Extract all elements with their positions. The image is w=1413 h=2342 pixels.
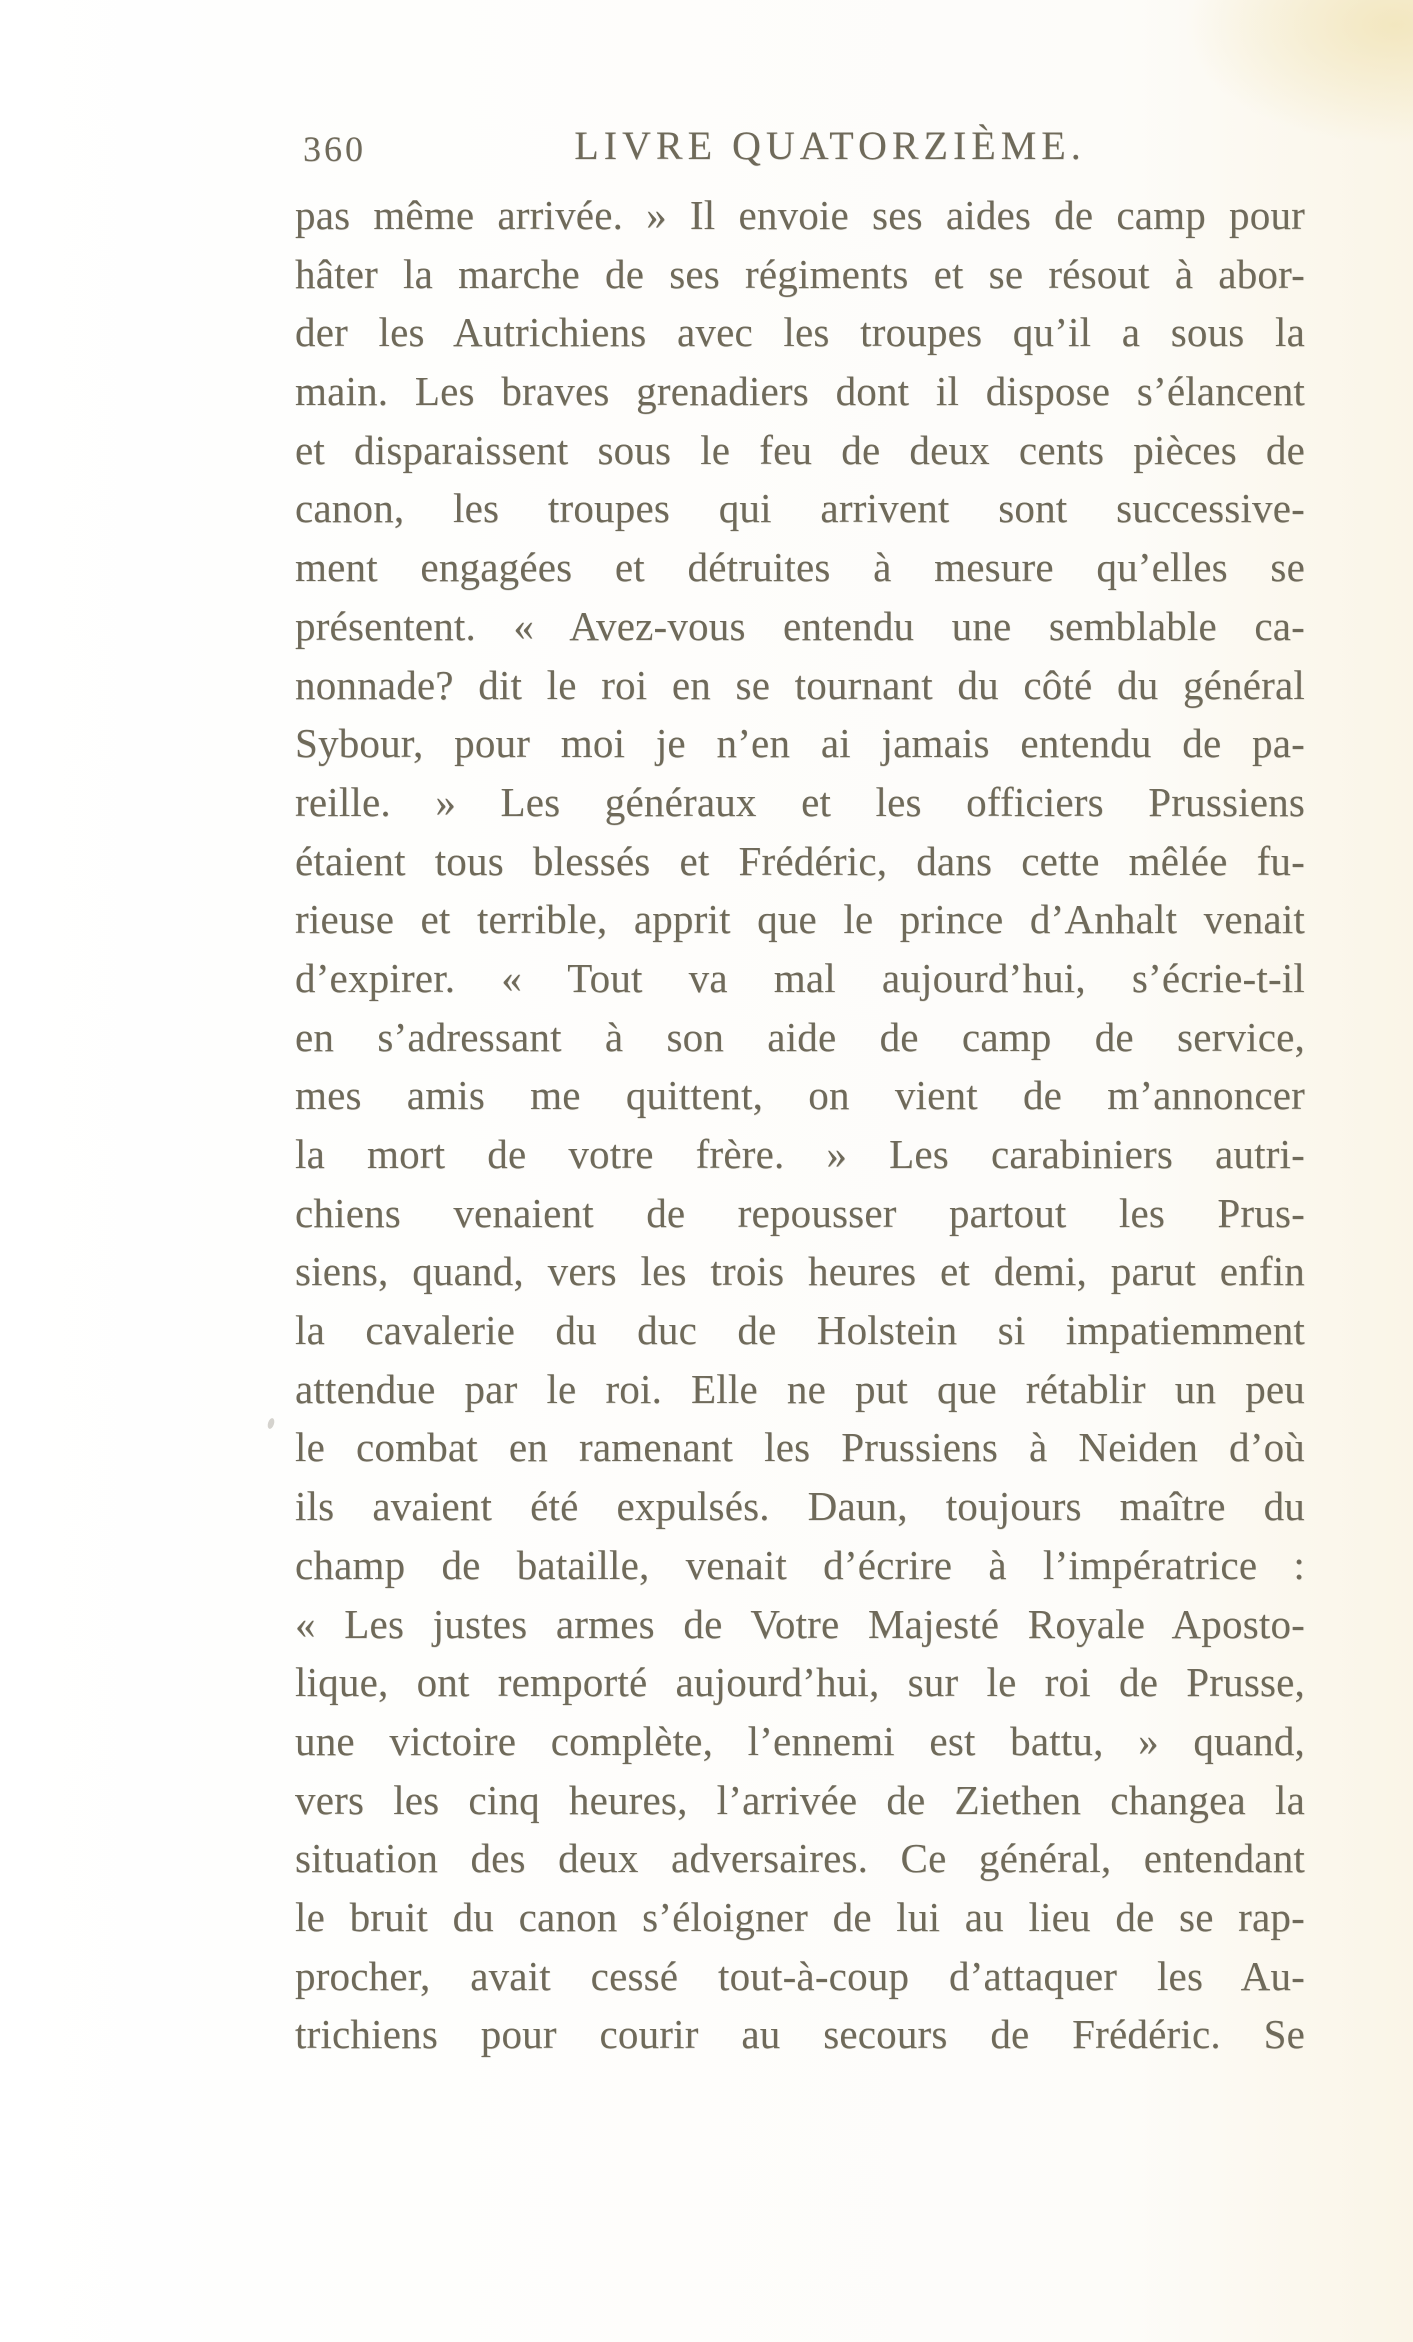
text-line: main. Les braves grenadiers dont il dispose s’élancent xyxy=(295,368,1305,415)
text-line: der les Autrichiens avec les troupes qu’il a sous la xyxy=(295,309,1305,356)
text-line: Sybour, pour moi je n’en ai jamais entendu de pa- xyxy=(295,720,1305,767)
text-line: la cavalerie du duc de Holstein si impatiemment xyxy=(295,1307,1305,1354)
text-line: rieuse et terrible, apprit que le prince d’Anhalt venait xyxy=(295,896,1305,943)
text-line: situation des deux adversaires. Ce général, entendant xyxy=(295,1835,1305,1882)
text-line: étaient tous blessés et Frédéric, dans cette mêlée fu- xyxy=(295,837,1305,884)
text-line: une victoire complète, l’ennemi est battu, » quand, xyxy=(295,1717,1305,1764)
text-line: hâter la marche de ses régiments et se résout à abor- xyxy=(295,250,1305,297)
text-line: champ de bataille, venait d’écrire à l’impératrice : xyxy=(295,1541,1305,1588)
text-line: canon, les troupes qui arrivent sont successive- xyxy=(295,485,1305,532)
text-line: ils avaient été expulsés. Daun, toujours maître du xyxy=(295,1483,1305,1530)
text-line: et disparaissent sous le feu de deux cents pièces de xyxy=(295,426,1305,473)
text-line: présentent. « Avez-vous entendu une semblable ca- xyxy=(295,602,1305,649)
text-line: la mort de votre frère. » Les carabiniers autri- xyxy=(295,1131,1305,1177)
text-line: pas même arrivée. » Il envoie ses aides de camp pour xyxy=(295,192,1305,238)
text-line: reille. » Les généraux et les officiers Prussiens xyxy=(295,778,1305,825)
page-number: 360 xyxy=(303,129,366,169)
text-line: le combat en ramenant les Prussiens à Neiden d’où xyxy=(295,1424,1305,1471)
text-line: ment engagées et détruites à mesure qu’elles se xyxy=(295,544,1305,591)
text-line: « Les justes armes de Votre Majesté Royale Aposto- xyxy=(295,1600,1305,1647)
text-line: en s’adressant à son aide de camp de service, xyxy=(295,1013,1305,1060)
text-line: procher, avait cessé tout-à-coup d’attaquer les Au- xyxy=(295,1952,1305,1999)
text-block xyxy=(295,186,1305,2064)
text-line: chiens venaient de repousser partout les Prus- xyxy=(295,1189,1305,1236)
page-header xyxy=(295,118,1305,176)
text-line: nonnade? dit le roi en se tournant du côté du général xyxy=(295,661,1305,708)
text-line: siens, quand, vers les trois heures et demi, parut enfin xyxy=(295,1248,1305,1295)
text-line: le bruit du canon s’éloigner de lui au lieu de se rap- xyxy=(295,1893,1305,1940)
text-line: lique, ont remporté aujourd’hui, sur le roi de Prusse, xyxy=(295,1659,1305,1706)
text-line: attendue par le roi. Elle ne put que rétablir un peu xyxy=(295,1365,1305,1412)
text-line: d’expirer. « Tout va mal aujourd’hui, s’écrie-t-il xyxy=(295,954,1305,1001)
text-line: trichiens pour courir au secours de Frédéric. Se xyxy=(295,2011,1305,2058)
running-title: LIVRE QUATORZIÈME. xyxy=(574,123,1086,168)
text-line: vers les cinq heures, l’arrivée de Ziethen changea la xyxy=(295,1776,1305,1823)
text-line: mes amis me quittent, on vient de m’annoncer xyxy=(295,1072,1305,1119)
ink-speck xyxy=(266,1417,275,1429)
